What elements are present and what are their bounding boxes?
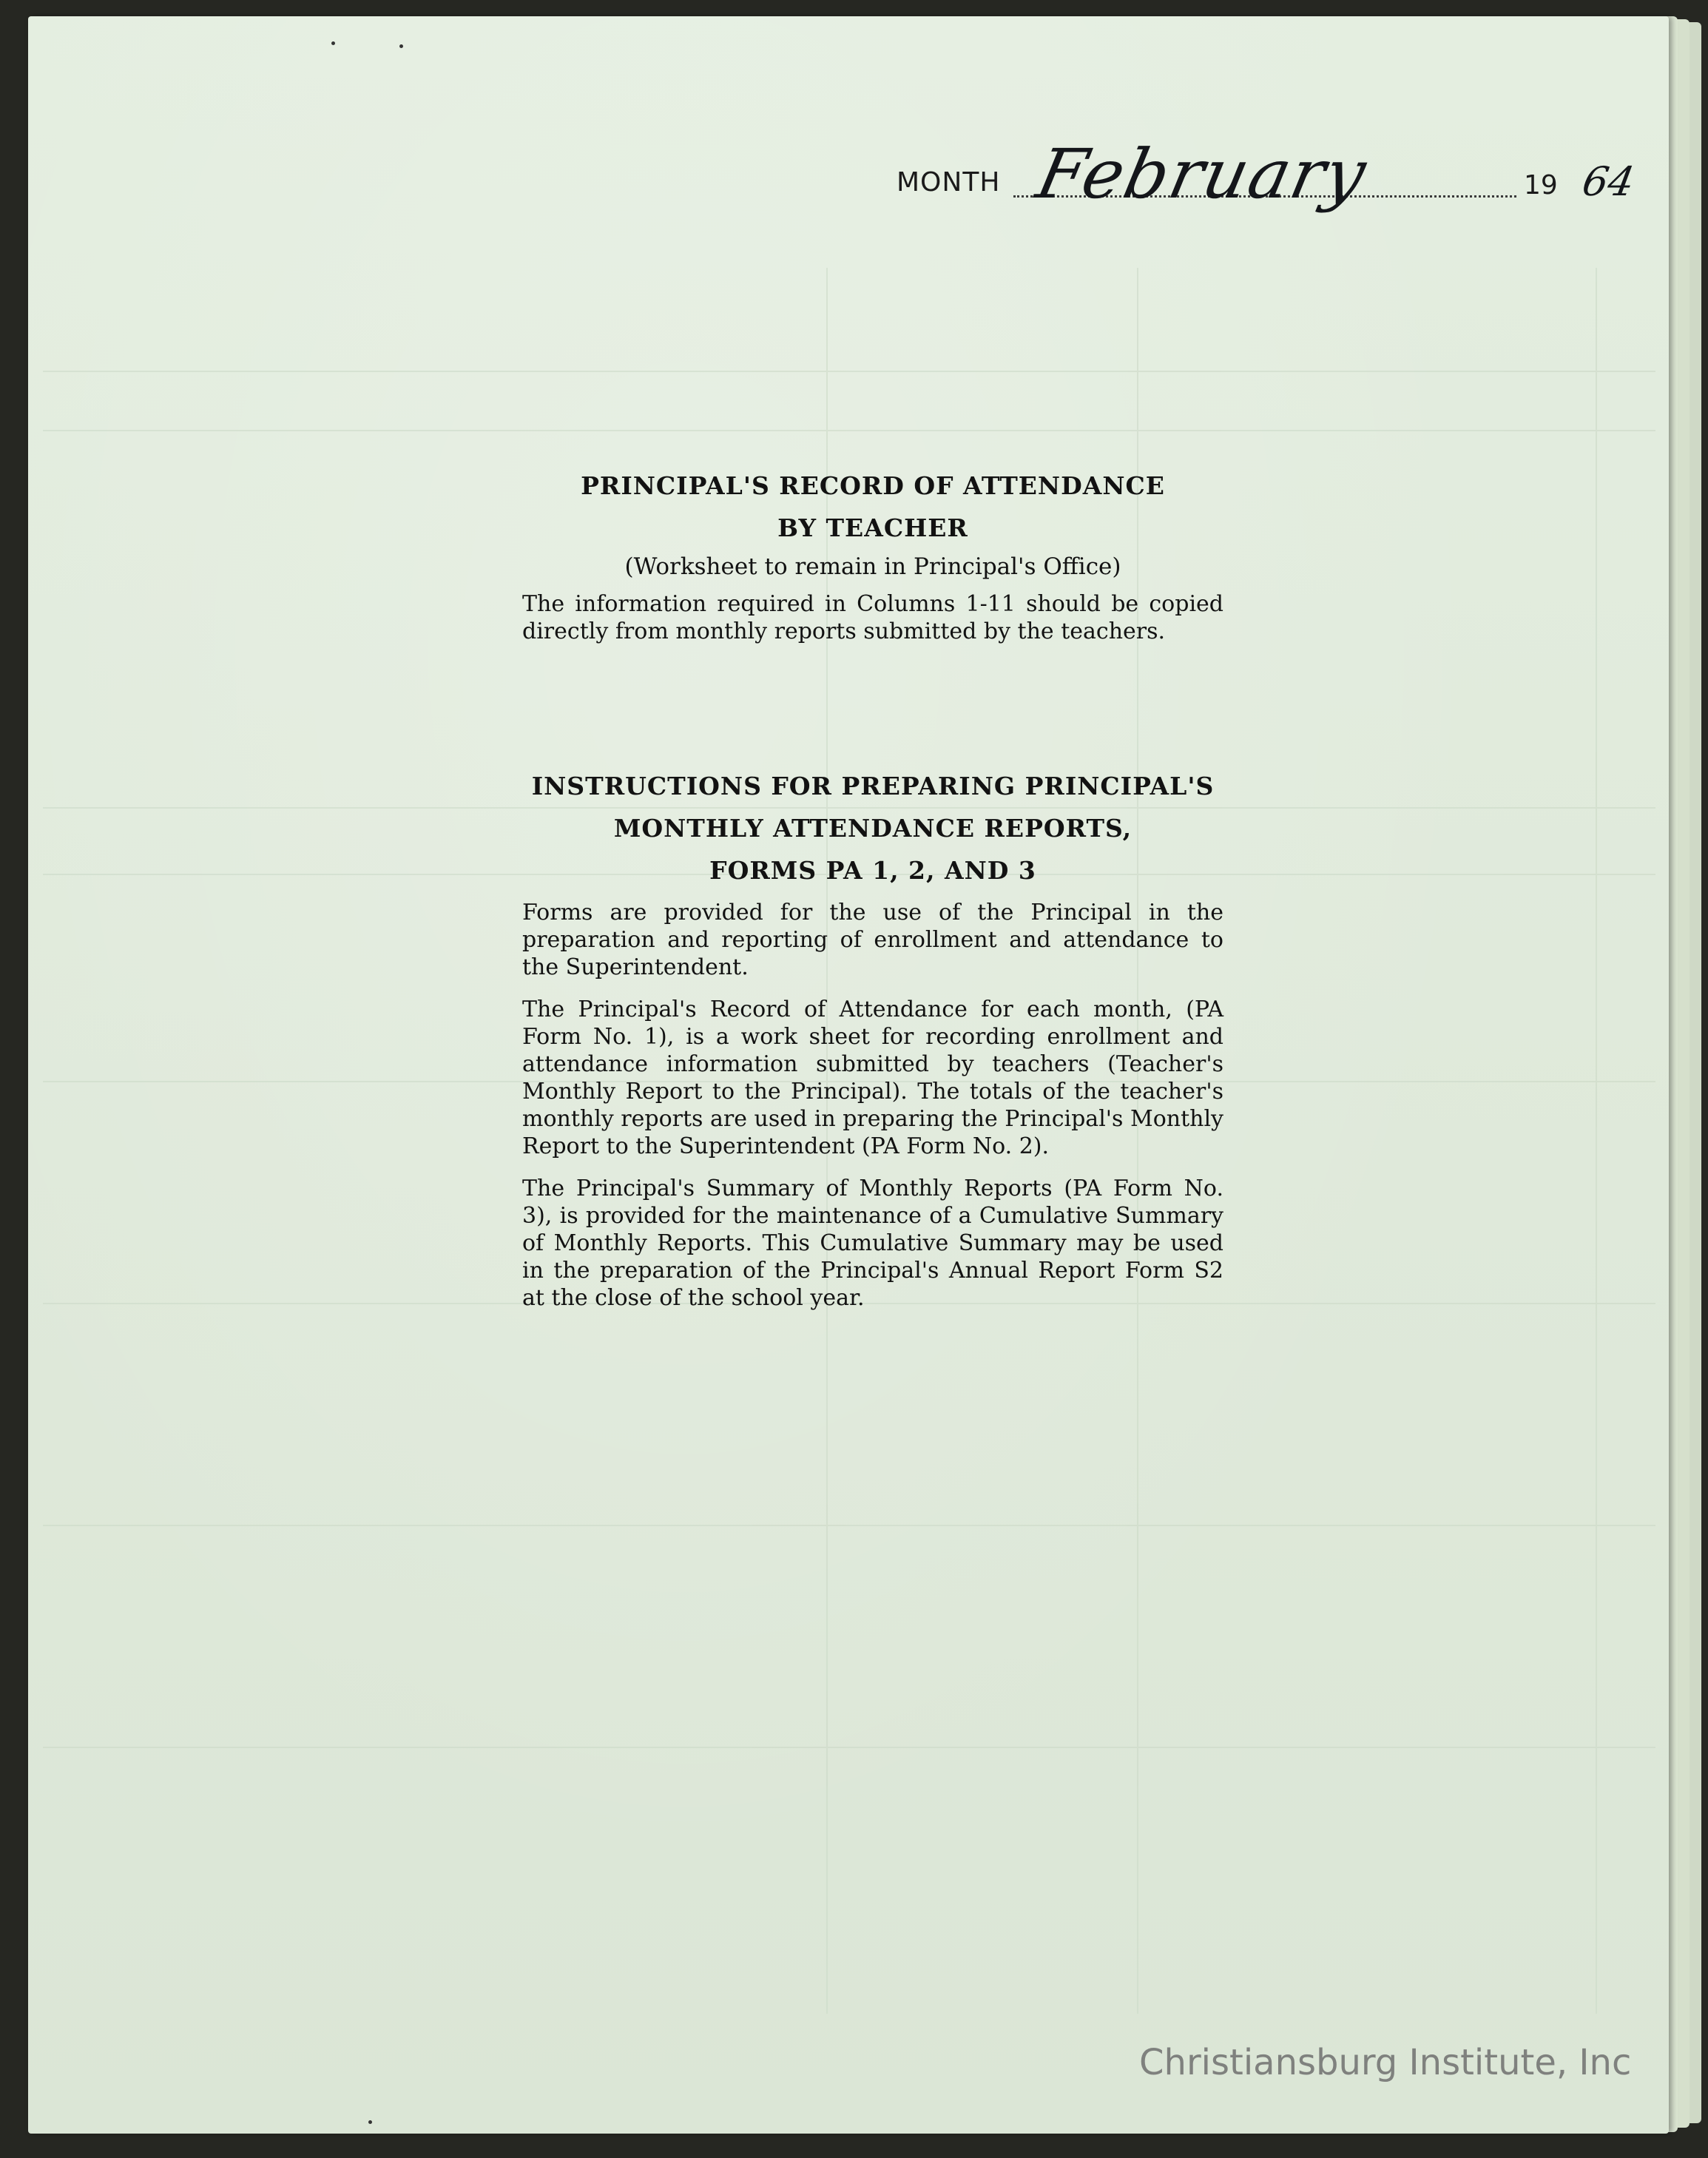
section-title: MONTHLY ATTENDANCE REPORTS,	[613, 814, 1133, 843]
attendance-record-section	[522, 465, 1223, 645]
section-title: FORMS PA 1, 2, AND 3	[709, 856, 1036, 885]
paper-speck	[368, 2120, 372, 2124]
archive-watermark: Christiansburg Institute, Inc	[1139, 2042, 1632, 2083]
section-title: PRINCIPAL'S RECORD OF ATTENDANCE	[581, 471, 1165, 500]
paper-speck	[399, 44, 403, 48]
section-paragraph: The Principal's Record of Attendance for each month, (PA Form No. 1), is a work sheet for recording enrollment and attendance information submitted by teachers (Teacher's Monthly Report to the Principal). The totals of the teacher's monthly reports are used in preparing the Principal's Monthly Report to the Superintendent (PA Form No. 2).	[522, 997, 1223, 1159]
document-body	[522, 465, 1223, 1326]
month-handwritten-value: February	[1030, 135, 1374, 214]
year-prefix: 19	[1524, 170, 1558, 200]
month-year-field	[897, 135, 1638, 223]
month-label: MONTH	[897, 167, 1001, 198]
section-title: BY TEACHER	[777, 513, 968, 542]
section-title: INSTRUCTIONS FOR PREPARING PRINCIPAL'S	[531, 772, 1215, 800]
paper-speck	[331, 41, 335, 45]
section-paragraph: The information required in Columns 1-11 should be copied directly from monthly reports submitted by the teachers.	[522, 591, 1223, 644]
section-paragraph: Forms are provided for the use of the Principal in the preparation and reporting of enrollment and attendance to the Superintendent.	[522, 900, 1223, 980]
instructions-section	[522, 765, 1223, 1312]
section-paragraph: The Principal's Summary of Monthly Reports (PA Form No. 3), is provided for the maintenance of a Cumulative Summary of Monthly Reports. This Cumulative Summary may be used in the preparation of the Principal's Annual Report Form S2 at the close of the school year.	[522, 1176, 1223, 1311]
section-subtitle: (Worksheet to remain in Principal's Office)	[624, 553, 1121, 580]
year-handwritten-value: 64	[1579, 158, 1638, 205]
